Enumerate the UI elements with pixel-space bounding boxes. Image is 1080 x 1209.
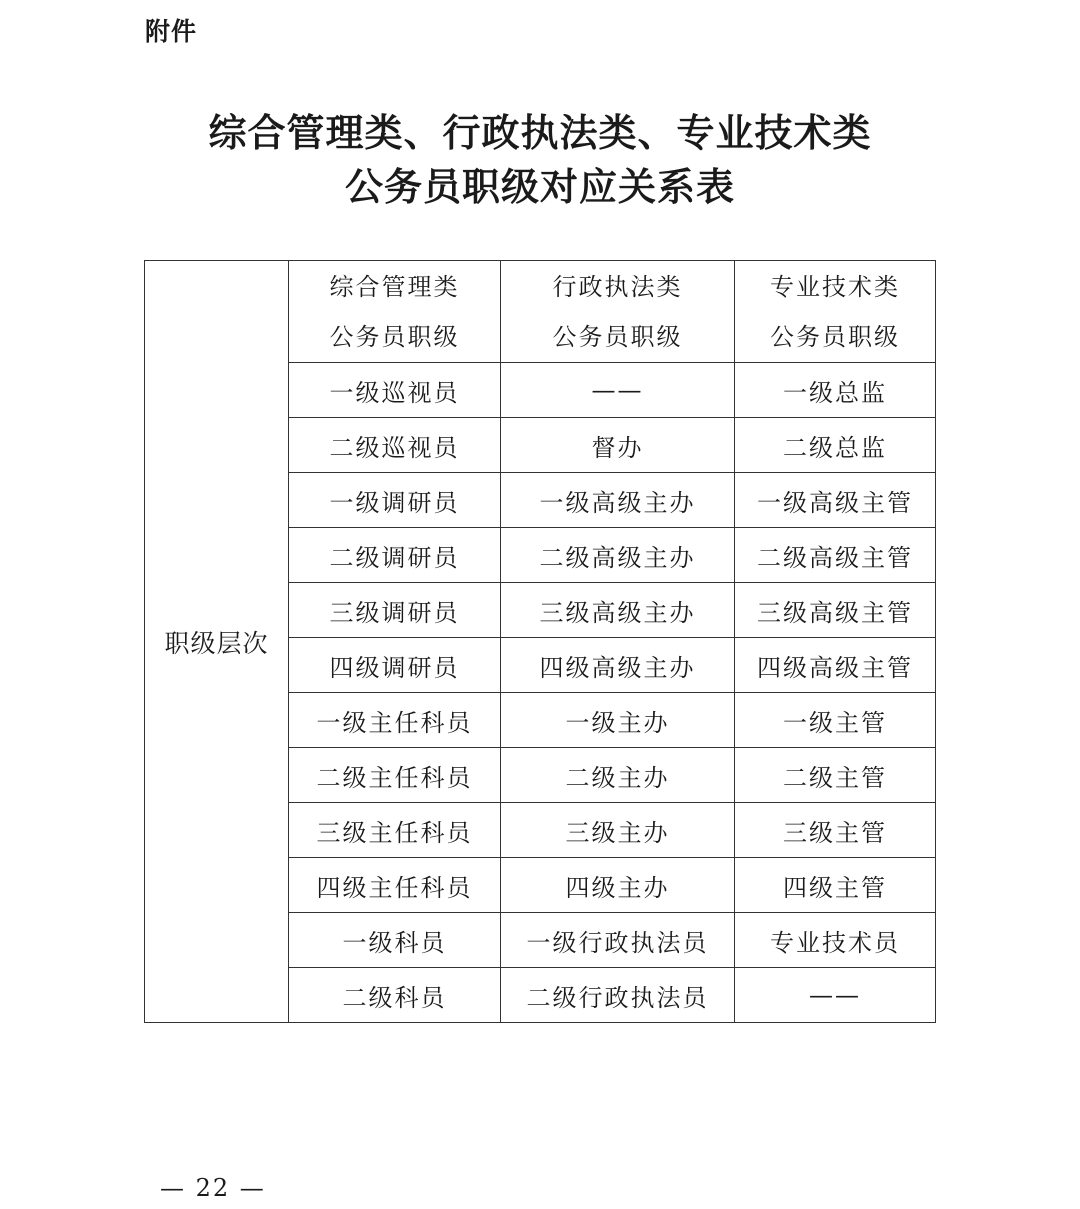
table-cell: 一级行政执法员 xyxy=(501,913,735,968)
table-cell: 三级高级主管 xyxy=(735,583,936,638)
table-cell: 二级高级主管 xyxy=(735,528,936,583)
table-cell: 二级调研员 xyxy=(289,528,501,583)
table-cell: 三级调研员 xyxy=(289,583,501,638)
header-professional-technical xyxy=(735,261,936,363)
header-line: 公务员职级 xyxy=(329,322,460,351)
table-cell: 三级高级主办 xyxy=(501,583,735,638)
table-cell: 一级主管 xyxy=(735,693,936,748)
table-cell: 四级主任科员 xyxy=(289,858,501,913)
page-number: — 22 — xyxy=(160,1174,266,1202)
table-cell: —— xyxy=(735,968,936,1023)
table-cell: 一级高级主管 xyxy=(735,473,936,528)
table-cell: 一级高级主办 xyxy=(501,473,735,528)
document-title-line-1: 综合管理类、行政执法类、专业技术类 xyxy=(208,111,872,155)
table-cell: 二级行政执法员 xyxy=(501,968,735,1023)
table-cell: 三级主管 xyxy=(735,803,936,858)
table-cell: 一级主办 xyxy=(501,693,735,748)
table-cell: 四级主办 xyxy=(501,858,735,913)
document-title-line-2: 公务员职级对应关系表 xyxy=(344,165,735,209)
table-cell: 督办 xyxy=(501,418,735,473)
table-cell: 一级科员 xyxy=(289,913,501,968)
table-cell: 二级主办 xyxy=(501,748,735,803)
row-label-cell: 职级层次 xyxy=(145,261,289,1023)
table-cell: 一级调研员 xyxy=(289,473,501,528)
table-cell: 二级巡视员 xyxy=(289,418,501,473)
table-cell: 二级高级主办 xyxy=(501,528,735,583)
header-line: 公务员职级 xyxy=(770,322,900,351)
table-cell: 二级总监 xyxy=(735,418,936,473)
table-cell: 四级高级主办 xyxy=(501,638,735,693)
header-line: 综合管理类 xyxy=(329,272,460,301)
header-line: 公务员职级 xyxy=(552,322,683,351)
table-cell: 一级总监 xyxy=(735,363,936,418)
attachment-label: 附件 xyxy=(145,17,198,46)
header-line: 行政执法类 xyxy=(552,272,683,301)
table-header-row xyxy=(145,261,936,363)
table-cell: 二级主管 xyxy=(735,748,936,803)
table-cell: 二级科员 xyxy=(289,968,501,1023)
header-comprehensive-management xyxy=(289,261,501,363)
table-cell: —— xyxy=(501,363,735,418)
table-cell: 四级高级主管 xyxy=(735,638,936,693)
table-cell: 专业技术员 xyxy=(735,913,936,968)
table-cell: 一级巡视员 xyxy=(289,363,501,418)
table-cell: 四级主管 xyxy=(735,858,936,913)
table-cell: 一级主任科员 xyxy=(289,693,501,748)
table-cell: 三级主办 xyxy=(501,803,735,858)
table-cell: 四级调研员 xyxy=(289,638,501,693)
header-administrative-enforcement xyxy=(501,261,735,363)
header-line: 专业技术类 xyxy=(770,272,900,301)
table-cell: 三级主任科员 xyxy=(289,803,501,858)
table-cell: 二级主任科员 xyxy=(289,748,501,803)
grade-correspondence-table xyxy=(144,260,936,1023)
